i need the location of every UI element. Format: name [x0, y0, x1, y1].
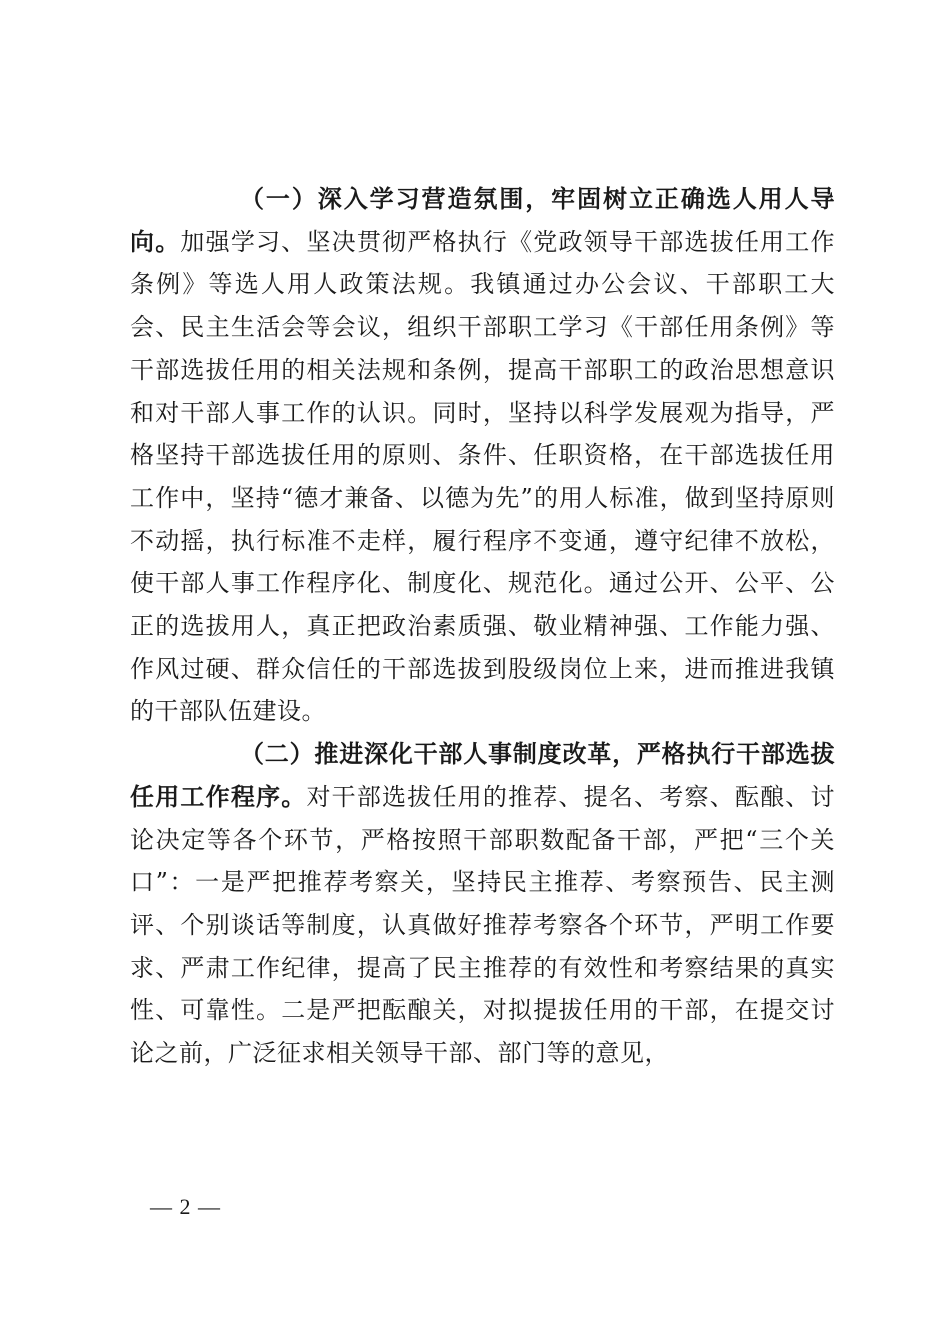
page-number: — 2 — — [150, 1194, 221, 1219]
paragraph-2 — [130, 733, 835, 1075]
document-body — [130, 178, 835, 1075]
paragraph-1-text: 加强学习、坚决贯彻严格执行《党政领导干部选拔任用工作条例》等选人用人政策法规。我镇通过办公会议、干部职工大会、民主生活会等会议，组织干部职工学习《干部任用条例》等干部选拔任用的相关法规和条例，提高干部职工的政治思想意识和对干部人事工作的认识。同时，坚持以科学发展观为指导，严格坚持干部选拔任用的原则、条件、任职资格，在干部选拔任用工作中，坚持“德才兼备、以德为先”的用人标准，做到坚持原则不动摇，执行标准不走样，履行程序不变通，遵守纪律不放松，使干部人事工作程序化、制度化、规范化。通过公开、公平、公正的选拔用人，真正把政治素质强、敬业精神强、工作能力强、作风过硬、群众信任的干部选拔到股级岗位上来，进而推进我镇的干部队伍建设。 — [130, 227, 836, 726]
paragraph-1-heading: （一）深入学习营造氛围，牢固树立正确选人用人导向。 — [130, 184, 835, 256]
paragraph-2-text: 对干部选拔任用的推荐、提名、考察、酝酿、讨论决定等各个环节，严格按照干部职数配备干部，严把“三个关口”：一是严把推荐考察关，坚持民主推荐、考察预告、民主测评、个别谈话等制度，认真做好推荐考察各个环节，严明工作要求、严肃工作纪律，提高了民主推荐的有效性和考察结果的真实性、可靠性。二是严把酝酿关，对拟提拔任用的干部，在提交讨论之前，广泛征求相关领导干部、部门等的意见， — [130, 782, 836, 1068]
paragraph-2-heading: （二）推进深化干部人事制度改革，严格执行干部选拔任用工作程序。 — [130, 739, 835, 811]
paragraph-1 — [130, 178, 835, 733]
